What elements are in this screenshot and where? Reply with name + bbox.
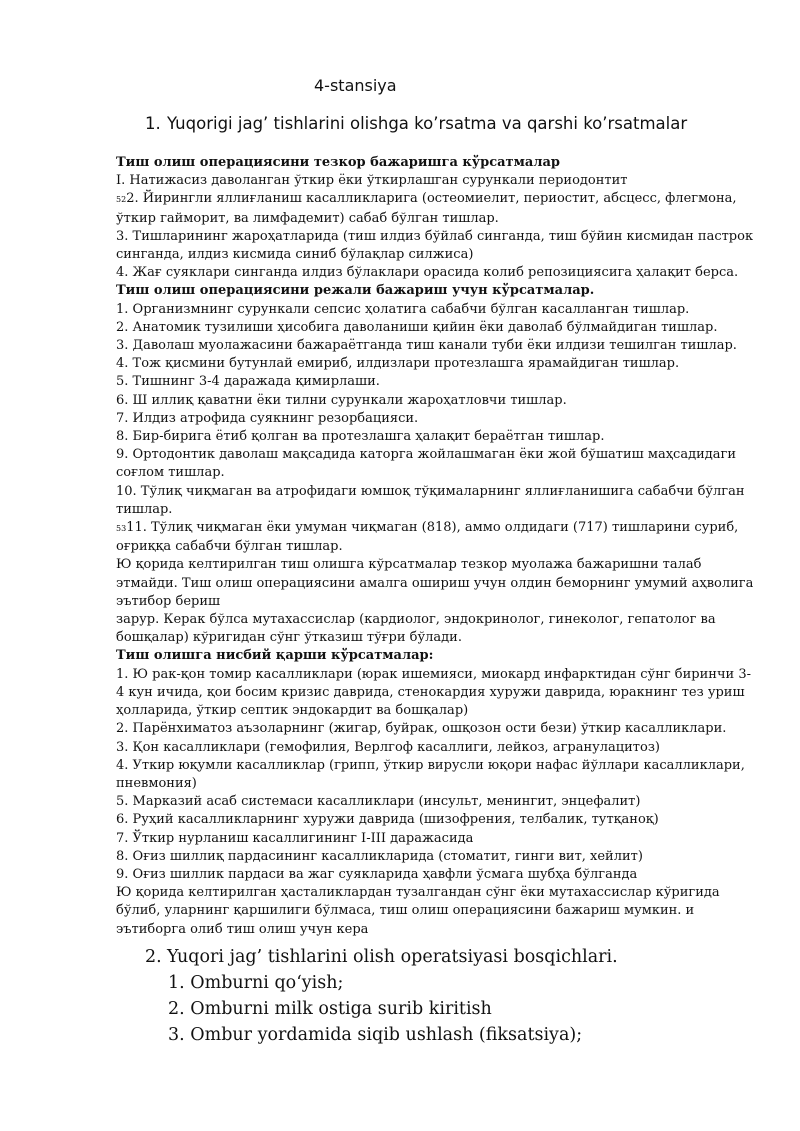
step-item: 1. Omburni qo‘yish; [168,973,344,993]
planned-note: Ю қорида келтирилган тиш олишга кўрсатмалар тезкор муолажа бажаришни талаб этмайди. Тиш олиш операциясини амалга ошириш учун олдин беморнинг умумий аҳволига эътибор бериш [116,557,754,609]
document-body [116,154,756,939]
section-2-heading-text: Yuqori jag’ tishlarini olish operatsiyasi bosqichlari. [167,947,618,967]
planned-item: 2. Анатомик тузилиши ҳисобига даволаниши қийин ёки даволаб бўлмайдиган тишлар. [116,319,718,335]
contra-item: 7. Ўткир нурланиш касаллигининг I-III даражасида [116,830,474,846]
urgent-item: I. Натижасиз даволанган ўткир ёки ўткирлашган сурункали периодонтит [116,173,628,189]
page-title: 4-stansiya [314,76,397,95]
contra-closing: Ю қорида келтирилган ҳасталиклардан тузалгандан сўнг ёки мутахассислар кўригида бўлиб, уларнинг қаршилиги бўлмаса, тиш олиш операциясини бажариш мумкин. и эътиборга олиб тиш олиш учун кера [116,885,720,937]
planned-item: 5. Тишнинг 3-4 даражада қимирлаши. [116,374,380,390]
contra-item: 6. Руҳий касалликларнинг хуружи даврида (шизофрения, телбалик, тутқаноқ) [116,812,659,828]
planned-item: 3. Даволаш муолажасини бажараётганда тиш канали туби ёки илдизи тешилган тишлар. [116,338,737,354]
planned-item: 6. Ш иллиқ қаватни ёки тилни сурункали жароҳатловчи тишлар. [116,392,567,408]
planned-item: 4. Тож қисмини бутунлай емириб, илдизлари протезлашга ярамайдиган тишлар. [116,356,680,372]
contra-item: 8. Оғиз шиллиқ пардасининг касалликларида (стоматит, гинги вит, хейлит) [116,848,643,864]
contra-item: 1. Ю рак-қон томир касалликлари (юрак ишемияси, миокард инфарктидан сўнг биринчи 3-4 кун ичида, қои босим кризис даврида, стенокардия хуружи даврида, юракнинг тез уриш ҳолларида, ўткир септик эндокардит ва бошқалар) [116,666,751,719]
section-1-heading [145,114,687,133]
urgent-heading: Тиш олиш операциясини тезкор бажаришга кўрсатмалар [116,155,560,170]
contra-item: 2. Парёнхиматоз аъзоларнинг (жигар, буйрак, ошқозон ости бези) ўткир касалликлари. [116,721,727,737]
contra-heading: Тиш олишга нисбий қарши кўрсатмалар: [116,648,434,664]
planned-item: 5311. Тўлиқ чиқмаган ёки умуман чиқмаган (818), аммо олдидаги (717) тишларини суриб, оғриққа сабабчи бўлган тишлар. [116,520,739,555]
planned-item: 1. Организмнинг сурункали сепсис ҳолатига сабабчи бўлган касалланган тишлар. [116,301,690,317]
section-1-heading-text: Yuqorigi jag’ tishlarini olishga ko’rsatma va qarshi ko’rsatmalar [167,114,688,133]
contra-item: 3. Қон касалликлари (гемофилия, Верлгоф касаллиги, лейкоз, агранулацитоз) [116,739,660,755]
contra-item: 4. Уткир юқумли касалликлар (грипп, ўткир вирусли юқори нафас йўллари касалликлари, пневмония) [116,757,745,791]
contra-item: 9. Оғиз шиллик пардаси ва жаг суякларида ҳавфли ўсмага шубҳа бўлганда [116,866,638,882]
contra-item: 5. Марказий асаб системаси касалликлари (инсульт, менингит, энцефалит) [116,794,641,810]
section-2-steps [168,970,582,1048]
page-marker: 52 [116,195,127,205]
step-item: 3. Ombur yordamida siqib ushlash (fiksatsiya); [168,1025,583,1045]
section-2-number: 2. [145,947,162,967]
planned-item: 10. Тўлиқ чиқмаган ва атрофидаги юмшоқ тўқималарнинг яллиғланишига сабабчи бўлган тишлар. [116,483,745,517]
page-marker: 53 [116,524,127,534]
planned-note: зарур. Керак бўлса мутахассислар (кардиолог, эндокринолог, гинеколог, гепатолог ва бошқалар) кўригидан сўнг ўтказиш тўғри бўлади. [116,612,716,646]
planned-item: 9. Ортодонтик даволаш мақсадида каторга жойлашмаган ёки жой бўшатиш маҳсадидаги соғлом тишлар. [116,447,736,481]
step-item: 2. Omburni milk ostiga surib kiritish [168,999,492,1019]
urgent-item: 4. Жағ суяклари синганда илдиз бўлаклари орасида колиб репозициясига ҳалақит берса. [116,265,739,281]
planned-item: 7. Илдиз атрофида суякнинг резорбацияси. [116,410,419,426]
urgent-item: 3. Тишларининг жароҳатларида (тиш илдиз бўйлаб синганда, тиш бўйин кисмидан пастрок синганда, илдиз кисмида синиб бўлақлар силжиса) [116,228,754,263]
planned-heading: Тиш олиш операциясини режали бажариш учун кўрсатмалар. [116,283,595,299]
section-2-heading [145,944,618,970]
planned-item: 8. Бир-бирига ётиб қолган ва протезлашга ҳалақит бераётган тишлар. [116,429,605,445]
section-1-number: 1. [145,114,161,133]
urgent-item: 522. Йирингли яллиғланиш касалликларига (остеомиелит, периостит, абсцесс, флегмона, ўткир гайморит, ва лимфадемит) сабаб бўлган тишлар. [116,191,737,226]
